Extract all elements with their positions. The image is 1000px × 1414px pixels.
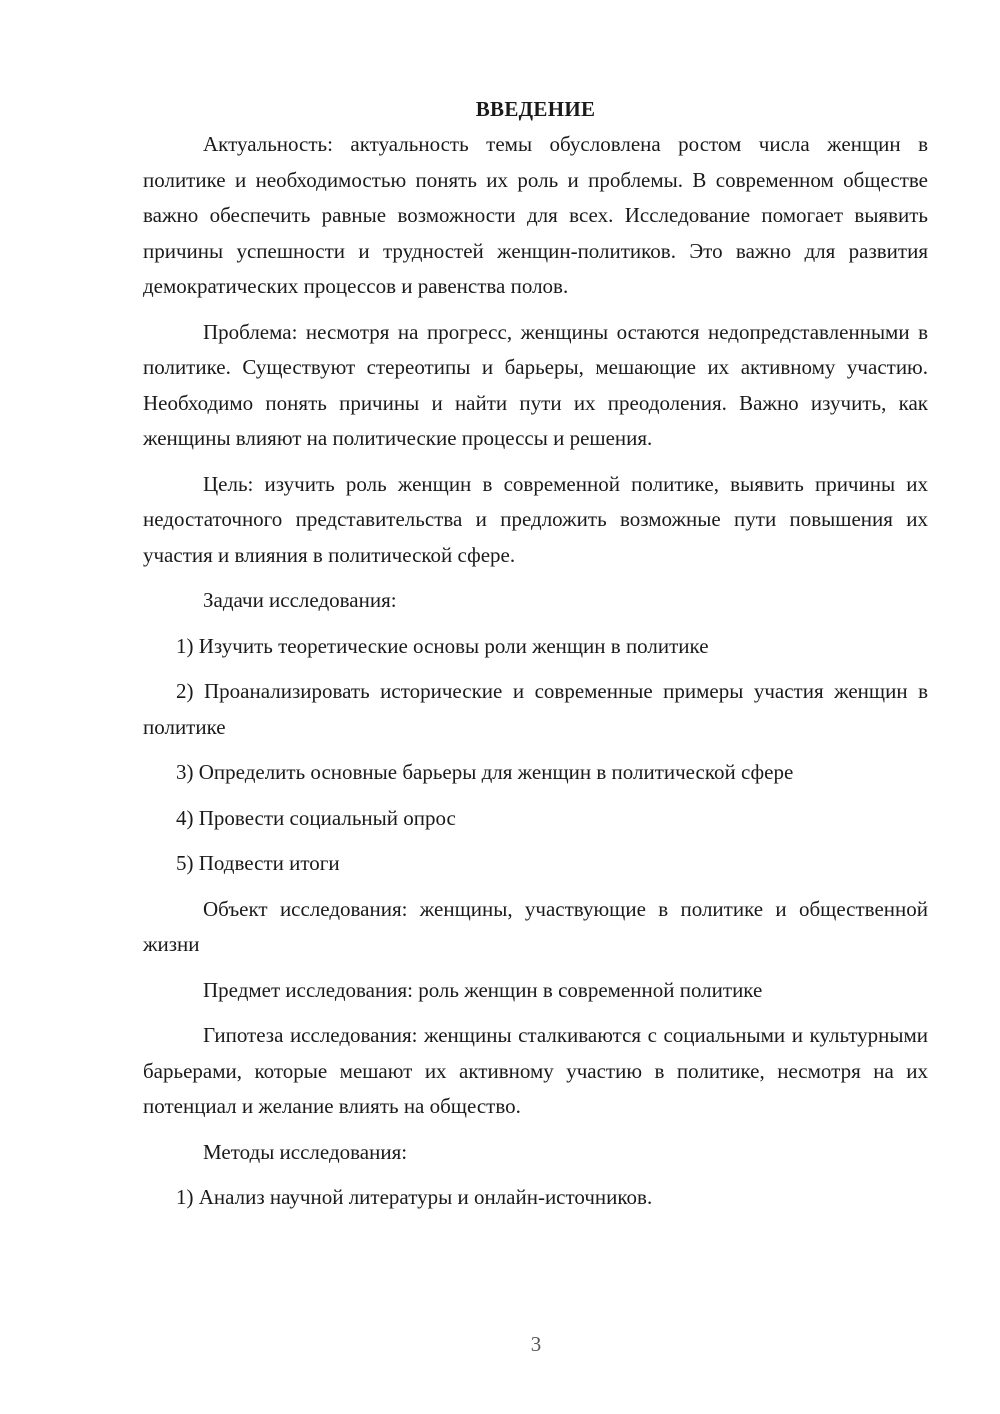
hypothesis-paragraph: Гипотеза исследования: женщины сталкиваются с социальными и культурными барьерами, которые мешают их активному участию в политике, несмотря на их потенциал и желание влиять на общество. — [143, 1023, 928, 1118]
object-paragraph: Объект исследования: женщины, участвующие в политике и общественной жизни — [143, 896, 928, 956]
page-number: 3 — [530, 1332, 542, 1356]
goal-paragraph: Цель: изучить роль женщин в современной политике, выявить причины их недостаточного представительства и предложить возможные пути повышения их участия и влияния в политической сфере. — [143, 471, 928, 567]
methods-heading: Методы исследования: — [203, 1139, 408, 1164]
task-item-3: 3) Определить основные барьеры для женщин в политической сфере — [176, 760, 794, 784]
subject-paragraph: Предмет исследования: роль женщин в современной политике — [203, 977, 763, 1002]
task-item-5: 5) Подвести итоги — [176, 851, 340, 875]
task-item-4: 4) Провести социальный опрос — [176, 805, 456, 830]
problem-paragraph: Проблема: несмотря на прогресс, женщины остаются недопредставленными в политике. Существуют стереотипы и барьеры, мешающие их активному участию. Необходимо понять причины и найти пути их преодоления. Важно изучить, как женщины влияют на политические процессы и решения. — [143, 319, 928, 450]
task-item-2: 2) Проанализировать исторические и современные примеры участия женщин в политике — [143, 679, 928, 739]
tasks-heading: Задачи исследования: — [203, 588, 397, 612]
page-content — [143, 92, 928, 1216]
method-item-1: 1) Анализ научной литературы и онлайн-источников. — [176, 1185, 653, 1209]
task-item-1: 1) Изучить теоретические основы роли женщин в политике — [176, 633, 709, 658]
relevance-paragraph: Актуальность: актуальность темы обусловлена ростом числа женщин в политике и необходимостью понять их роль и проблемы. В современном обществе важно обеспечить равные возможности для всех. Исследование помогает выявить причины успешности и трудностей женщин-политиков. Это важно для развития демократических процессов и равенства полов. — [143, 132, 928, 298]
section-heading: ВВЕДЕНИЕ — [475, 97, 596, 121]
